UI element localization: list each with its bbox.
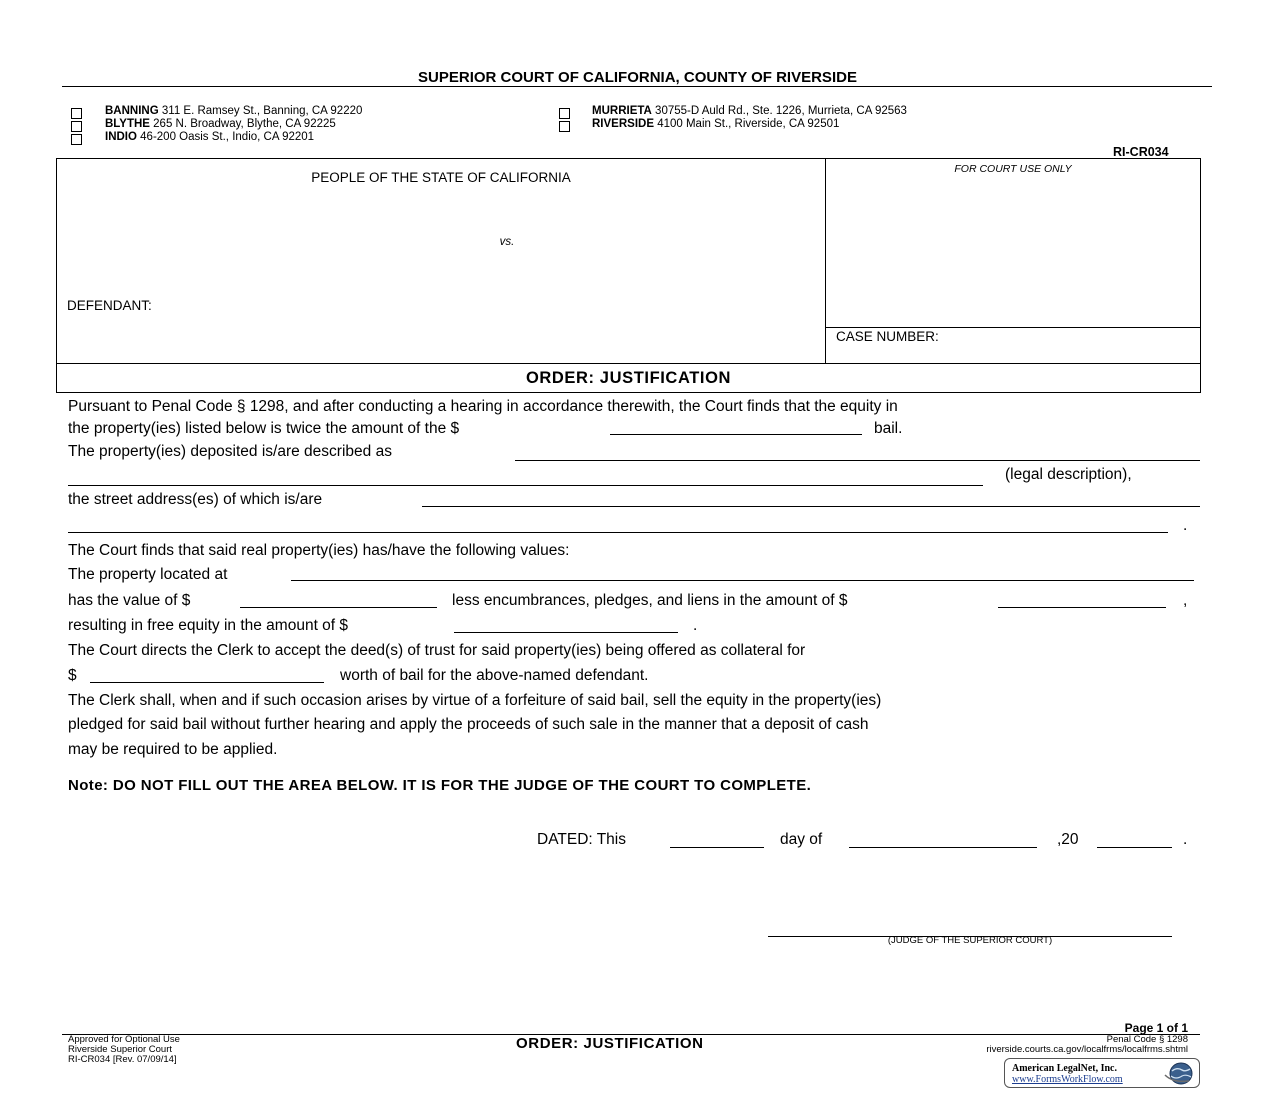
bail-worth-field[interactable] bbox=[90, 682, 324, 683]
caption-box bbox=[56, 158, 826, 364]
court-murrieta-address: 30755-D Auld Rd., Ste. 1226, Murrieta, CA 92563 bbox=[655, 105, 907, 117]
dated-end: . bbox=[1183, 831, 1188, 848]
globe-icon bbox=[1163, 1061, 1195, 1086]
court-use-label: FOR COURT USE ONLY bbox=[954, 163, 1072, 175]
court-indio bbox=[105, 131, 314, 144]
body-line-14: pledged for said bail without further hearing and apply the proceeds of such sale in the manner that a deposit of cash bbox=[68, 716, 869, 733]
court-riverside-address: 4100 Main St., Riverside, CA 92501 bbox=[657, 118, 840, 130]
dated-prefix: DATED: This bbox=[537, 831, 626, 848]
body-line-9a: has the value of $ bbox=[68, 592, 191, 609]
dated-year-field[interactable] bbox=[1097, 847, 1172, 848]
form-title: ORDER: JUSTIFICATION bbox=[525, 369, 732, 387]
body-line-2b: bail. bbox=[874, 420, 903, 437]
judge-signature-label: (JUDGE OF THE SUPERIOR COURT) bbox=[887, 935, 1053, 946]
free-equity-field[interactable] bbox=[454, 632, 678, 633]
body-line-3: The property(ies) deposited is/are described as bbox=[68, 443, 392, 460]
court-murrieta-name: MURRIETA bbox=[592, 105, 652, 117]
body-line-2a: the property(ies) listed below is twice the amount of the $ bbox=[68, 420, 460, 437]
body-line-9c: , bbox=[1183, 592, 1188, 609]
property-description-field[interactable] bbox=[515, 460, 1200, 461]
footer-title: ORDER: JUSTIFICATION bbox=[516, 1035, 704, 1052]
court-blythe-address: 265 N. Broadway, Blythe, CA 92225 bbox=[153, 118, 336, 130]
case-number-label: CASE NUMBER: bbox=[836, 329, 939, 344]
encumbrances-field[interactable] bbox=[998, 607, 1166, 608]
footer-approved-3: RI-CR034 [Rev. 07/09/14] bbox=[68, 1054, 177, 1065]
body-line-10a: resulting in free equity in the amount of $ bbox=[68, 617, 349, 634]
dated-day-of: day of bbox=[780, 831, 823, 848]
property-value-field[interactable] bbox=[240, 607, 437, 608]
body-line-9b: less encumbrances, pledges, and liens in the amount of $ bbox=[452, 592, 848, 609]
form-code: RI-CR034 bbox=[1113, 145, 1169, 159]
body-line-5: the street address(es) of which is/are bbox=[68, 491, 323, 508]
logo-url[interactable]: www.FormsWorkFlow.com bbox=[1012, 1074, 1123, 1085]
court-blythe-name: BLYTHE bbox=[105, 118, 150, 130]
header-rule bbox=[62, 86, 1212, 87]
body-line-11: The Court directs the Clerk to accept the deed(s) of trust for said property(ies) being offered as collateral for bbox=[68, 642, 806, 659]
body-line-12b: worth of bail for the above-named defendant. bbox=[340, 667, 649, 684]
court-riverside-name: RIVERSIDE bbox=[592, 118, 654, 130]
checkbox-riverside[interactable] bbox=[559, 121, 570, 132]
body-line-15: may be required to be applied. bbox=[68, 741, 278, 758]
court-banning-name: BANNING bbox=[105, 105, 159, 117]
body-line-13: The Clerk shall, when and if such occasion arises by virtue of a forfeiture of said bail, sell the equity in the property(ies) bbox=[68, 692, 882, 709]
court-riverside bbox=[592, 118, 839, 131]
body-line-1: Pursuant to Penal Code § 1298, and after conducting a hearing in accordance therewith, the Court finds that the equity in bbox=[68, 398, 898, 415]
vs-label: vs. bbox=[499, 236, 515, 248]
street-address-field[interactable] bbox=[422, 506, 1200, 507]
body-line-4: (legal description), bbox=[1005, 466, 1132, 483]
footer-penal-code: Penal Code § 1298 bbox=[1106, 1034, 1188, 1045]
court-indio-address: 46-200 Oasis St., Indio, CA 92201 bbox=[140, 131, 315, 143]
court-banning bbox=[105, 105, 362, 118]
legal-description-field[interactable] bbox=[68, 485, 983, 486]
bail-amount-field[interactable] bbox=[610, 434, 862, 435]
plaintiff-label: PEOPLE OF THE STATE OF CALIFORNIA bbox=[311, 170, 571, 185]
court-banning-address: 311 E. Ramsey St., Banning, CA 92220 bbox=[161, 105, 363, 117]
checkbox-banning[interactable] bbox=[71, 108, 82, 119]
body-line-8: The property located at bbox=[68, 566, 228, 583]
footer-approved-2: Riverside Superior Court bbox=[68, 1044, 173, 1055]
logo-name: American LegalNet, Inc. bbox=[1012, 1063, 1117, 1074]
court-title: SUPERIOR COURT OF CALIFORNIA, COUNTY OF RIVERSIDE bbox=[418, 69, 857, 86]
american-legalnet-logo[interactable] bbox=[1004, 1058, 1200, 1088]
dated-year-prefix: ,20 bbox=[1057, 831, 1079, 848]
defendant-label: DEFENDANT: bbox=[67, 298, 152, 313]
body-line-7: The Court finds that said real property(ies) has/have the following values: bbox=[68, 542, 570, 559]
body-line-6-end: . bbox=[1183, 517, 1188, 534]
dated-day-field[interactable] bbox=[670, 847, 764, 848]
property-location-field[interactable] bbox=[291, 580, 1194, 581]
body-line-10b: . bbox=[693, 617, 698, 634]
judge-note: Note: DO NOT FILL OUT THE AREA BELOW. IT IS FOR THE JUDGE OF THE COURT TO COMPLETE. bbox=[68, 777, 812, 794]
body-line-12a: $ bbox=[68, 667, 77, 684]
court-indio-name: INDIO bbox=[105, 131, 137, 143]
footer-page: Page 1 of 1 bbox=[1124, 1021, 1188, 1035]
checkbox-murrieta[interactable] bbox=[559, 108, 570, 119]
court-murrieta bbox=[592, 105, 907, 118]
court-blythe bbox=[105, 118, 336, 131]
checkbox-blythe[interactable] bbox=[71, 121, 82, 132]
footer-approved-1: Approved for Optional Use bbox=[68, 1034, 180, 1045]
footer-url: riverside.courts.ca.gov/localfrms/localfrms.shtml bbox=[986, 1044, 1188, 1055]
checkbox-indio[interactable] bbox=[71, 134, 82, 145]
street-address-field-2[interactable] bbox=[68, 532, 1168, 533]
dated-month-field[interactable] bbox=[849, 847, 1037, 848]
